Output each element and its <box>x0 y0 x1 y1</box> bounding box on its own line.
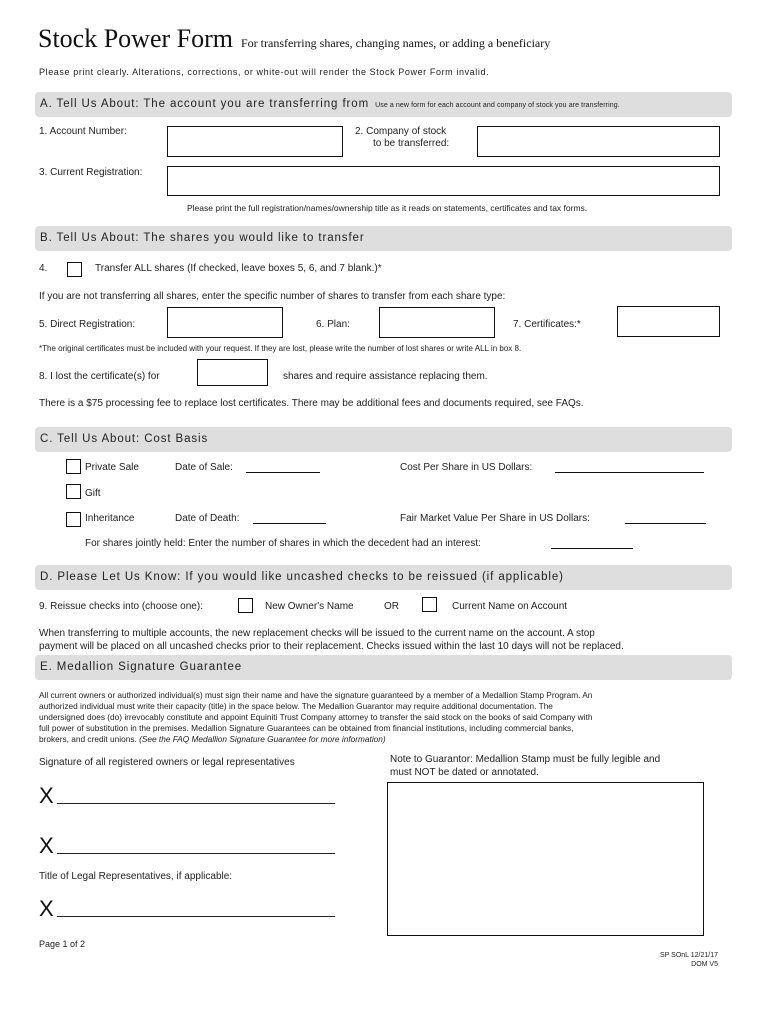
print-instruction: Please print clearly. Alterations, corrections, or white-out will render the Stock Power Form invalid. <box>39 67 490 77</box>
inheritance-label: Inheritance <box>85 513 135 524</box>
form-code-line2: DOM V5 <box>691 961 718 968</box>
transfer-all-checkbox[interactable] <box>67 262 82 277</box>
section-c-heading: C. Tell Us About: Cost Basis <box>40 433 209 445</box>
registration-note: Please print the full registration/names/ownership title as it reads on statements, certificates and tax forms. <box>187 203 588 213</box>
plan-label: 6. Plan: <box>316 319 350 330</box>
direct-registration-label: 5. Direct Registration: <box>39 319 136 330</box>
item4-number: 4. <box>39 263 48 274</box>
multi-account-note-line1: When transferring to multiple accounts, the new replacement checks will be issued to the current name on the account. A stop <box>39 628 595 639</box>
transfer-all-label: Transfer ALL shares (If checked, leave boxes 5, 6, and 7 blank.)* <box>95 263 382 274</box>
page-number: Page 1 of 2 <box>39 939 86 949</box>
current-name-checkbox[interactable] <box>422 597 437 612</box>
owner-signature-line-2[interactable] <box>57 853 335 854</box>
registration-label: 3. Current Registration: <box>39 167 143 178</box>
fmv-field[interactable] <box>625 523 706 524</box>
gift-label: Gift <box>85 488 101 499</box>
fmv-label: Fair Market Value Per Share in US Dollars: <box>400 513 590 524</box>
medallion-para-line2: authorized individual must write their capacity (title) in the space below. The Medallion Guarantor may require additional documentation. The <box>39 701 553 711</box>
current-registration-field[interactable] <box>167 166 720 196</box>
inheritance-checkbox[interactable] <box>66 512 81 527</box>
current-name-label: Current Name on Account <box>452 601 568 612</box>
account-number-field[interactable] <box>167 126 343 157</box>
signature-x-mark: X <box>39 833 54 858</box>
owner-signature-line-1[interactable] <box>57 803 335 804</box>
section-e-header <box>35 655 732 680</box>
legal-rep-title-line[interactable] <box>57 916 335 917</box>
medallion-faq-reference: (See the FAQ Medallion Signature Guarantee for more information) <box>139 734 386 744</box>
company-label-line1: 2. Company of stock <box>355 126 447 137</box>
account-number-label: 1. Account Number: <box>39 126 127 137</box>
date-of-death-label: Date of Death: <box>175 513 240 524</box>
signature-x-mark: X <box>39 783 54 808</box>
multi-account-note-line2: payment will be placed on all uncashed checks prior to their replacement. Checks issued within the last 10 days will not be replaced. <box>39 641 624 652</box>
company-of-stock-field[interactable] <box>477 126 720 157</box>
section-a-header <box>35 92 732 117</box>
reissue-label: 9. Reissue checks into (choose one): <box>39 601 203 612</box>
lost-certificates-field[interactable] <box>197 359 268 386</box>
private-sale-checkbox[interactable] <box>66 459 81 474</box>
or-label: OR <box>384 601 399 612</box>
date-of-sale-label: Date of Sale: <box>175 462 233 473</box>
section-b-header <box>35 226 732 251</box>
medallion-para-line4: full power of substitution in the premises. Medallion Signature Guarantees can be obtained from financial institutions, including commercial banks, <box>39 723 574 733</box>
date-of-death-field[interactable] <box>253 523 326 524</box>
jointly-held-field[interactable] <box>551 548 633 549</box>
gift-checkbox[interactable] <box>66 484 81 499</box>
section-d-header <box>35 565 732 590</box>
medallion-paragraph <box>39 690 715 745</box>
new-owner-checkbox[interactable] <box>238 598 253 613</box>
guarantor-note-line1: Note to Guarantor: Medallion Stamp must be fully legible and <box>390 754 661 765</box>
jointly-held-label: For shares jointly held: Enter the number of shares in which the decedent had an interest: <box>85 538 481 549</box>
section-c-header <box>35 427 732 452</box>
cost-per-share-label: Cost Per Share in US Dollars: <box>400 462 533 473</box>
medallion-stamp-box[interactable] <box>387 782 704 936</box>
section-e-heading: E. Medallion Signature Guarantee <box>40 661 243 673</box>
certificates-label: 7. Certificates:* <box>513 319 581 330</box>
section-b-heading: B. Tell Us About: The shares you would like to transfer <box>40 232 365 244</box>
medallion-para-line3: undersigned does (do) irrevocably constitute and appoint Equiniti Trust Company attorney to transfer the said stock on the books of said Company with <box>39 712 593 722</box>
medallion-para-line5: brokers, and credit unions. <box>39 734 137 744</box>
section-a-note: Use a new form for each account and company of stock you are transferring. <box>375 102 620 109</box>
signature-x-mark: X <box>39 896 54 921</box>
form-code-line1: SP SOnL 12/21/17 <box>660 952 718 959</box>
page-title <box>38 24 550 54</box>
lost-certificates-label: 8. I lost the certificate(s) for <box>39 371 160 382</box>
title-rep-label: Title of Legal Representatives, if applicable: <box>39 871 233 882</box>
direct-registration-field[interactable] <box>167 307 283 338</box>
section-a-heading: A. Tell Us About: The account you are transferring from <box>40 98 370 110</box>
signature-heading: Signature of all registered owners or legal representatives <box>39 757 295 768</box>
lost-certificates-suffix: shares and require assistance replacing them. <box>283 371 488 382</box>
date-of-sale-field[interactable] <box>246 472 320 473</box>
new-owner-label: New Owner's Name <box>265 601 354 612</box>
guarantor-note-line2: must NOT be dated or annotated. <box>390 767 539 778</box>
private-sale-label: Private Sale <box>85 462 139 473</box>
plan-field[interactable] <box>379 307 495 338</box>
certificates-note: *The original certificates must be included with your request. If they are lost, please write the number of lost shares or write ALL in box 8. <box>39 344 522 353</box>
cost-per-share-field[interactable] <box>555 472 704 473</box>
certificates-field[interactable] <box>617 306 720 337</box>
specific-shares-instruction: If you are not transferring all shares, enter the specific number of shares to transfer from each share type: <box>39 291 506 302</box>
company-label-line2: to be transferred: <box>373 138 450 149</box>
section-d-heading: D. Please Let Us Know: If you would like uncashed checks to be reissued (if applicable) <box>40 571 564 583</box>
medallion-para-line1: All current owners or authorized individual(s) must sign their name and have the signature guaranteed by a member of a Medallion Stamp Program. An <box>39 690 593 700</box>
form-title: Stock Power Form <box>38 24 233 53</box>
form-subtitle: For transferring shares, changing names, or adding a beneficiary <box>241 36 551 50</box>
fee-note: There is a $75 processing fee to replace lost certificates. There may be additional fees and documents required, see FAQs. <box>39 398 584 409</box>
